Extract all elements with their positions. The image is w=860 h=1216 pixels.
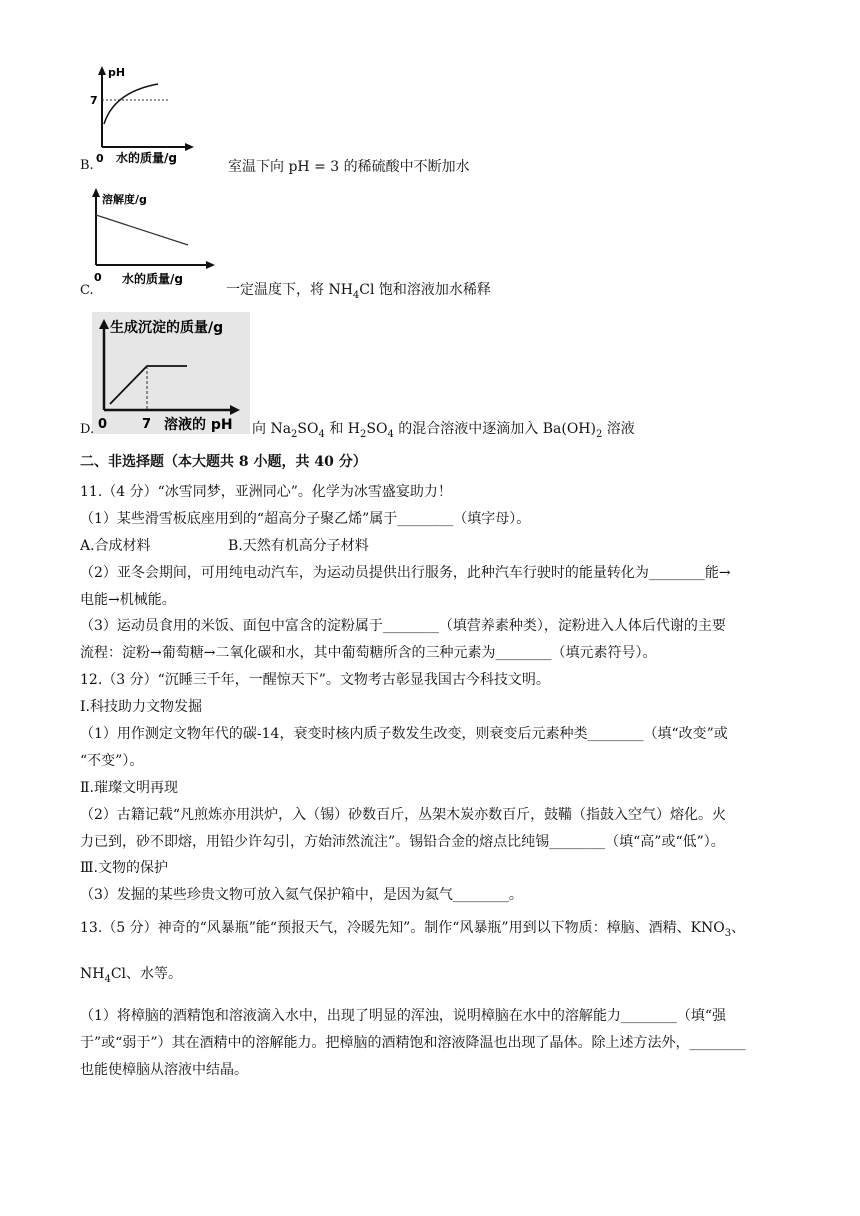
q13-stem-line2: $NH_4Cl$、水等。 xyxy=(80,966,183,985)
ph-7-tick-label: 7 xyxy=(142,417,152,432)
q12-part2-line1: （2）古籍记载“凡煎炼亦用洪炉，入（锡）砂数百斤，丛架木炭亦数百斤，鼓鞴（指鼓入空气）熔化。火 xyxy=(80,807,727,823)
q13-stem-line1: 13.（5 分）神奇的“风暴瓶”能“预报天气，冷暖先知”。制作“风暴瓶”用到以下物质：樟脑、酒精、$KNO_3$、 xyxy=(80,920,746,939)
q11-part3-line2: 流程：淀粉→葡萄糖→二氧化碳和水，其中葡萄糖所含的三种元素为________（填元素符号）。 xyxy=(80,645,657,661)
option-c-letter: C. xyxy=(80,283,94,298)
solubility-chart xyxy=(88,185,228,285)
chart-option-b xyxy=(88,62,198,167)
ph-7-tick-label: 7 xyxy=(90,94,98,107)
chart-option-d xyxy=(92,312,250,434)
y-axis-label: pH xyxy=(108,66,126,79)
option-c-caption: 一定温度下，将 $NH_4Cl$ 饱和溶液加水稀释 xyxy=(226,282,491,301)
option-b-letter: B. xyxy=(80,158,94,173)
q12-part2-line2: 力已到，砂不即熔，用铅少许勾引，方始沛然流注”。锡铅合金的熔点比纯锡________（填“高”或“低”）。 xyxy=(80,834,725,850)
q12-part3: （3）发掘的某些珍贵文物可放入氦气保护箱中，是因为氦气________。 xyxy=(80,887,523,903)
q11-part3-line1: （3）运动员食用的米饭、面包中富含的淀粉属于________（填营养素种类），淀粉进入人体后代谢的主要 xyxy=(80,618,726,634)
q11-choice-b: B.天然有机高分子材料 xyxy=(228,538,369,554)
q12-part1-line2: “不变”）。 xyxy=(80,753,144,769)
origin-label: 0 xyxy=(94,271,102,284)
q13-part1-line2: 于”或“弱于”）其在酒精中的溶解能力。把樟脑的酒精饱和溶液降温也出现了晶体。除上述方法外，________ xyxy=(80,1035,746,1051)
y-axis-arrow-icon xyxy=(92,188,100,197)
q12-part1-line1: （1）用作测定文物年代的碳-14，衰变时核内质子数发生改变，则衰变后元素种类________（填“改变”或 xyxy=(80,726,728,742)
y-axis-label: 溶解度/g xyxy=(102,193,147,206)
q12-stem: 12.（3 分）“沉睡三千年，一醒惊天下”。文物考古彰显我国古今科技文明。 xyxy=(80,672,550,688)
q13-part1-line3: 也能使樟脑从溶液中结晶。 xyxy=(80,1062,248,1078)
option-d-letter: D. xyxy=(80,422,95,437)
x-axis-label: 水的质量/g xyxy=(122,272,183,285)
q11-choice-a: A.合成材料 xyxy=(80,538,151,554)
x-axis-arrow-icon xyxy=(185,143,194,151)
q11-part1: （1）某些滑雪板底座用到的“超高分子聚乙烯”属于________（填字母）。 xyxy=(80,511,531,527)
precipitate-chart xyxy=(92,312,250,434)
q12-heading-2: Ⅱ.璀璨文明再现 xyxy=(80,780,178,796)
precipitate-curve xyxy=(110,366,187,404)
ph-curve-chart xyxy=(88,62,198,167)
q13-part1-line1: （1）将樟脑的酒精饱和溶液滴入水中，出现了明显的浑浊，说明樟脑在水中的溶解能力________（填“强 xyxy=(80,1008,727,1024)
y-axis-label: 生成沉淀的质量/g xyxy=(110,320,224,336)
origin-label: 0 xyxy=(96,152,104,165)
q11-part2-line2: 电能→机械能。 xyxy=(80,592,176,608)
ph-curve xyxy=(104,84,158,124)
solubility-line xyxy=(96,215,188,245)
q11-stem: 11.（4 分）“冰雪同梦，亚洲同心”。化学为冰雪盛宴助力！ xyxy=(80,484,452,500)
x-axis-arrow-icon xyxy=(206,261,215,269)
q12-heading-3: Ⅲ.文物的保护 xyxy=(80,860,168,876)
q11-part2-line1: （2）亚冬会期间，可用纯电动汽车，为运动员提供出行服务，此种汽车行驶时的能量转化为________能→ xyxy=(80,565,731,581)
x-axis-label: 溶液的 pH xyxy=(164,417,233,433)
chart-option-c xyxy=(88,185,228,285)
section-title: 二、非选择题（本大题共 8 小题，共 40 分） xyxy=(80,454,367,470)
option-b-caption: 室温下向 pH = 3 的稀硫酸中不断加水 xyxy=(228,159,470,175)
x-axis-label: 水的质量/g xyxy=(116,151,177,165)
y-axis-arrow-icon xyxy=(98,66,106,75)
x-axis-arrow-icon xyxy=(230,405,240,415)
origin-label: 0 xyxy=(98,417,108,432)
q12-heading-1: Ⅰ.科技助力文物发掘 xyxy=(80,699,202,715)
y-axis-arrow-icon xyxy=(99,319,109,329)
option-d-caption: 向 $Na_2SO_4$ 和 $H_2SO_4$ 的混合溶液中逐滴加入 $Ba(OH)_2$ 溶液 xyxy=(252,421,635,440)
